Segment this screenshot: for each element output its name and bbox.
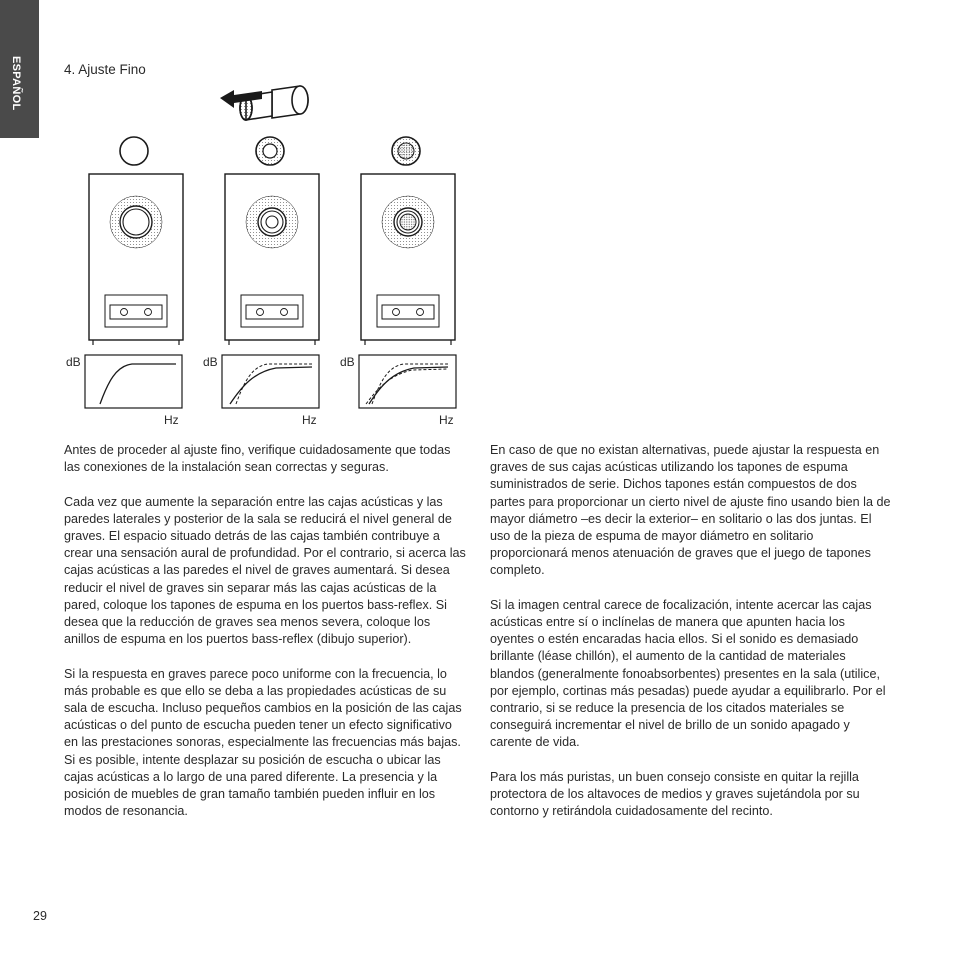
page-number: 29 — [33, 909, 47, 923]
foam-plug-icon — [240, 86, 308, 120]
frequency-response-graph — [66, 355, 182, 427]
speaker-icon — [361, 174, 455, 345]
paragraph: Para los más puristas, un buen consejo consiste en quitar la rejilla protectora de los altavoces de medios y graves sujetándola por su contorno y retirándola cuidadosamente del recinto. — [490, 769, 860, 819]
language-tab-label: ESPAÑOL — [10, 56, 22, 111]
paragraph: Antes de proceder al ajuste fino, verifique cuidadosamente que todas las conexiones de la instalación sean correctas y seguras. — [64, 443, 451, 475]
graph-y-label: dB — [66, 355, 81, 369]
graph-y-label: dB — [340, 355, 355, 369]
section-heading: 4. Ajuste Fino — [64, 62, 146, 77]
port-foam-ring-icon — [256, 137, 284, 165]
right-text-column — [490, 442, 892, 838]
frequency-response-graph — [203, 355, 319, 427]
graph-y-label: dB — [203, 355, 218, 369]
frequency-response-graph — [340, 355, 456, 427]
port-foam-plug-icon — [392, 137, 420, 165]
graph-x-label: Hz — [164, 413, 179, 427]
fine-tuning-illustration — [0, 0, 954, 440]
graph-x-label: Hz — [302, 413, 317, 427]
paragraph: En caso de que no existan alternativas, puede ajustar la respuesta en graves de sus cajas acústicas utilizando los tapones de espuma suministrados de serie. Dichos tapones están compuestos de dos partes para proporcionar un cierto nivel de ajuste fino usando bien la de mayor diámetro –es decir la exterior– en solitario o las dos juntas. El uso de la pieza de espuma de mayor diámetro en solitario proporcionará menos atenuación de graves que el juego de tapones completo. — [490, 443, 891, 578]
graph-x-label: Hz — [439, 413, 454, 427]
speaker-icon — [89, 174, 183, 345]
paragraph: Si la respuesta en graves parece poco uniforme con la frecuencia, lo más probable es que ello se deba a las propiedades acústicas de su sala de escucha. Incluso pequeños cambios en la posición de las cajas acústicas o del punto de escucha pueden tener un efecto significativo en las prestaciones sonoras, especialmente las frecuencias más bajas. Si es posible, intente desplazar su posición de escucha o ubicar las cajas acústicas a lo largo de una pared diferente. La presencia y la posición de muebles de gran tamaño también pueden influir en los modos de resonancia. — [64, 666, 462, 819]
port-empty-icon — [120, 137, 148, 165]
paragraph: Cada vez que aumente la separación entre las cajas acústicas y las paredes laterales y posterior de la sala se reducirá el nivel general de graves. El espacio situado detrás de las cajas también contribuye a crear una sensación aural de profundidad. Por el contrario, si acerca las cajas acústicas a las paredes el nivel de graves aumentará. Si desea reducir el nivel de graves sin separar más las cajas acústicas de la pared, coloque los tapones de espuma en los puertos bass-reflex. Si desea que la reducción de graves sea menos severa, coloque los anillos de espuma en los puertos bass-reflex (dibujo superior). — [64, 494, 466, 647]
left-text-column — [64, 442, 466, 838]
paragraph: Si la imagen central carece de focalización, intente acercar las cajas acústicas entre sí o inclínelas de manera que apunten hacia los oyentes o estén encaradas hacia ellos. Si el sonido es demasiado brillante (léase chillón), el aumento de la cantidad de materiales blandos (generalmente fonoabsorbentes) presentes en la sala (utilice, por ejemplo, cortinas más pesadas) puede ayudar a equilibrarlo. Por el contrario, si se reduce la presencia de los citados materiales se conseguirá incrementar el nivel de brillo de un sonido apagado y carente de vida. — [490, 597, 886, 750]
speaker-icon — [225, 174, 319, 345]
